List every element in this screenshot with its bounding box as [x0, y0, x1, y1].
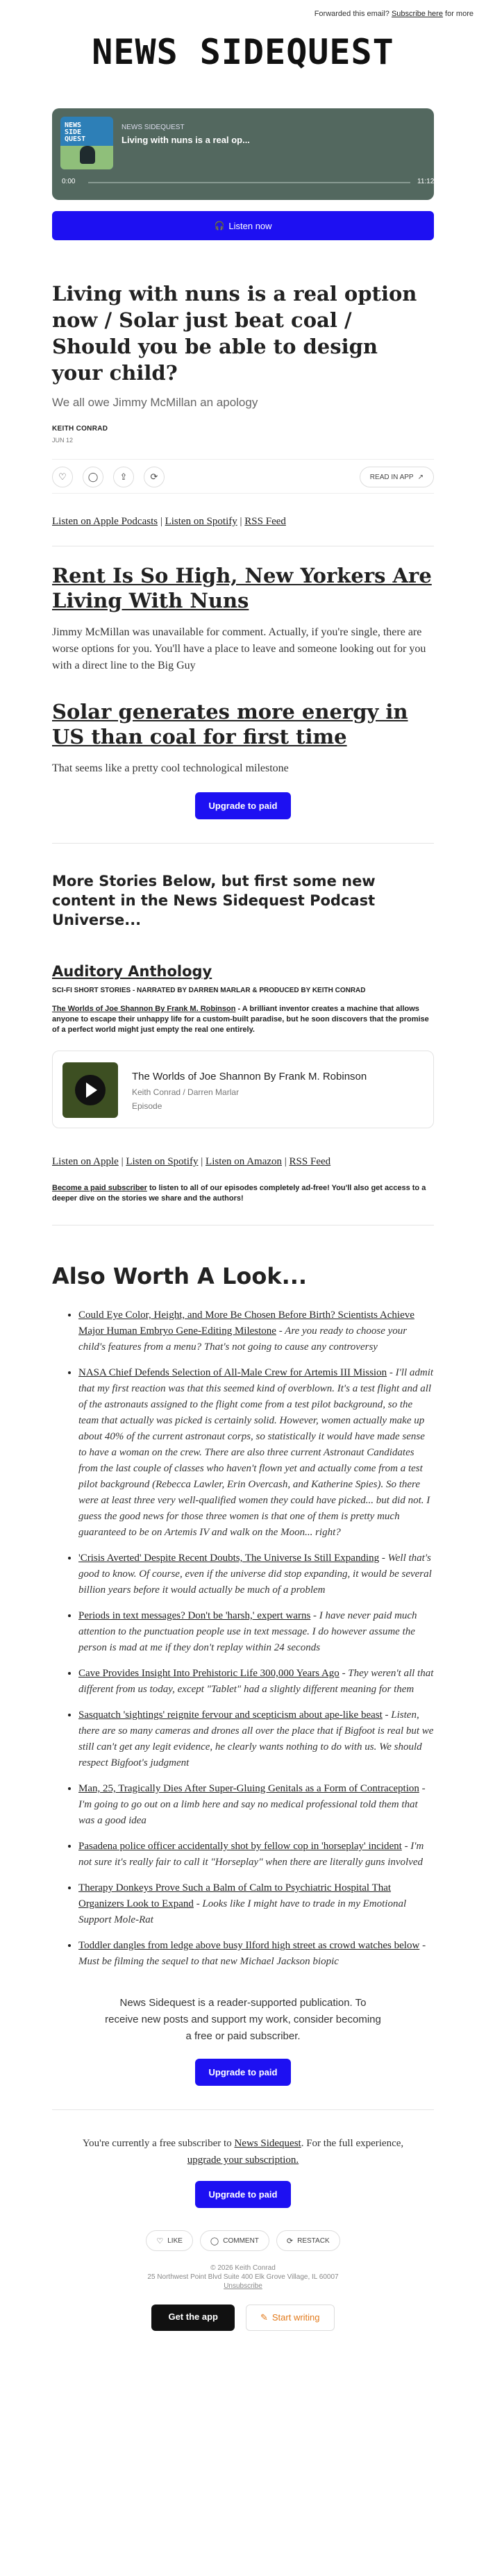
- list-item: [78, 1707, 434, 1771]
- apple-link[interactable]: Listen on Apple: [52, 1156, 119, 1167]
- comment-icon[interactable]: ◯: [83, 467, 103, 487]
- upgrade-button[interactable]: Upgrade to paid: [195, 2181, 292, 2208]
- bottom-spacer: [0, 2331, 486, 2349]
- like-icon[interactable]: ♡: [52, 467, 73, 487]
- start-writing-label: Start writing: [271, 2312, 320, 2323]
- also-worth-heading: Also Worth A Look...: [52, 1263, 308, 1289]
- restack-button[interactable]: [276, 2230, 340, 2251]
- link-separator: |: [198, 1156, 206, 1167]
- list-item: [78, 1880, 434, 1928]
- link-separator: |: [118, 1156, 126, 1167]
- article-note: - Well that's good to know. Of course, even if the universe did stop expanding, it would be several billion years before it would actually be much of a problem: [78, 1553, 432, 1596]
- article-note: - Must be filming the sequel to that new Michael Jackson biopic: [78, 1940, 426, 1967]
- article-link[interactable]: Could Eye Color, Height, and More Be Chosen Before Birth? Scientists Achieve Major Human Embryo Gene-Editing Milestone: [78, 1310, 414, 1337]
- more-stories-heading: More Stories Below, but first some new content in the News Sidequest Podcast Universe...: [52, 873, 376, 928]
- artwork-figure: [80, 146, 95, 164]
- article-note: - I have never paid much attention to the punctuation people use in text message. I do however assume the person is mad at me if they don't replay within 24 seconds: [78, 1610, 417, 1653]
- player-progress-bar[interactable]: [88, 182, 410, 183]
- play-icon[interactable]: [444, 169, 459, 188]
- divider: [52, 843, 434, 844]
- article-link[interactable]: Sasquatch 'sightings' reignite fervour and scepticism about ape-like beast: [78, 1709, 383, 1721]
- anthology-heading[interactable]: Auditory Anthology: [52, 963, 212, 980]
- episode-title: The Worlds of Joe Shannon By Frank M. Robinson: [132, 1071, 367, 1082]
- become-paid-text: to listen to all of our episodes completely ad-free! You'll also get access to a deeper dive on the stories we share and the authors!: [52, 1184, 426, 1203]
- also-worth-list: [78, 1307, 434, 1970]
- like-label: LIKE: [167, 2236, 183, 2245]
- anthology-description: [52, 1004, 434, 1035]
- arrow-up-right-icon: ↗: [417, 473, 424, 481]
- read-in-app-label: READ IN APP: [369, 473, 414, 481]
- divider: [52, 2109, 434, 2110]
- play-icon[interactable]: [86, 1082, 97, 1098]
- artwork-text: NEWS SIDE QUEST: [65, 122, 86, 143]
- footer-app-buttons: [0, 2305, 486, 2331]
- article-link[interactable]: 'Crisis Averted' Despite Recent Doubts, The Universe Is Still Expanding: [78, 1553, 380, 1564]
- anthology-credits: SCI-FI SHORT STORIES - NARRATED BY DARREN MARLAR & PRODUCED BY KEITH CONRAD: [52, 987, 366, 994]
- upgrade-container: [0, 2059, 486, 2086]
- article-note: - I'm not sure it's really fair to call it "Horseplay" when there are literally guns involved: [78, 1841, 424, 1868]
- copyright: © 2026 Keith Conrad: [210, 2264, 276, 2272]
- article-note: - Looks like I might have to trade in my Emotional Support Mole-Rat: [78, 1898, 407, 1925]
- list-item: [78, 1938, 434, 1970]
- subscribe-here-link[interactable]: Subscribe here: [391, 10, 443, 18]
- upgrade-button[interactable]: Upgrade to paid: [195, 792, 292, 819]
- post-date: JUN 12: [52, 437, 74, 444]
- article-link[interactable]: Periods in text messages? Don't be 'harsh,' expert warns: [78, 1610, 311, 1621]
- article-note: - Listen, there are so many cameras and drones all over the place that if Bigfoot is real but we still can't get any legit evidence, he clearly wants nothing to do with us. We should respect Bigfoot's judgment: [78, 1709, 434, 1768]
- article-link[interactable]: NASA Chief Defends Selection of All-Male Crew for Artemis III Mission: [78, 1367, 387, 1378]
- free-mid: . For the full experience,: [301, 2138, 404, 2149]
- list-item: [78, 1365, 434, 1541]
- read-in-app-button[interactable]: [360, 467, 434, 487]
- spotify-link[interactable]: Listen on Spotify: [165, 516, 237, 527]
- episode-kind: Episode: [132, 1101, 162, 1111]
- player-title: Living with nuns is a real op...: [122, 135, 250, 145]
- forward-suffix: for more: [445, 10, 474, 18]
- headphones-icon: 🎧: [214, 221, 225, 231]
- story-title-solar[interactable]: Solar generates more energy in US than coal for first time: [52, 700, 408, 748]
- list-item: [78, 1839, 434, 1871]
- list-item: [78, 1781, 434, 1829]
- heart-icon: ♡: [156, 2236, 164, 2245]
- upgrade-subscription-link[interactable]: upgrade your subscription.: [187, 2155, 299, 2166]
- upgrade-container: [0, 792, 486, 819]
- article-note: - I'm going to go out on a limb here and say no medical professional told them that was a good idea: [78, 1783, 426, 1826]
- player-publication: NEWS SIDEQUEST: [122, 124, 185, 131]
- free-prefix: You're currently a free subscriber to: [82, 2138, 235, 2149]
- forward-notice: [0, 0, 486, 22]
- upgrade-container: [0, 2181, 486, 2208]
- footer-legal: [0, 2264, 486, 2291]
- story-body-solar: That seems like a pretty cool technological milestone: [52, 762, 289, 774]
- episode-card[interactable]: [52, 1051, 434, 1128]
- restack-label: RESTACK: [297, 2236, 330, 2245]
- article-link[interactable]: Therapy Donkeys Prove Such a Balm of Calm to Psychiatric Hospital That Organizers Look to Expand: [78, 1882, 392, 1909]
- become-paid-link[interactable]: Become a paid subscriber: [52, 1184, 147, 1192]
- player-time-start: 0:00: [62, 178, 76, 185]
- publication-link[interactable]: News Sidequest: [234, 2138, 301, 2149]
- episode-authors: Keith Conrad / Darren Marlar: [132, 1087, 240, 1097]
- like-button[interactable]: [146, 2230, 193, 2251]
- link-separator: |: [158, 516, 165, 527]
- article-note: - They weren't all that different from us today, except "Tablet" had a slightly different meaning for them: [78, 1668, 434, 1695]
- unsubscribe-link[interactable]: Unsubscribe: [224, 2282, 262, 2290]
- free-subscriber-note: [69, 2135, 417, 2168]
- article-link[interactable]: Pasadena police officer accidentally shot by fellow cop in 'horseplay' incident: [78, 1841, 402, 1852]
- upgrade-button[interactable]: Upgrade to paid: [195, 2059, 292, 2086]
- masthead[interactable]: [0, 22, 486, 82]
- article-link[interactable]: Cave Provides Insight Into Prehistoric Life 300,000 Years Ago: [78, 1668, 340, 1679]
- story-title-nuns[interactable]: Rent Is So High, New Yorkers Are Living With Nuns: [52, 564, 432, 612]
- address: 25 Northwest Point Blvd Suite 400 Elk Grove Village, IL 60007: [147, 2273, 339, 2281]
- post-subtitle: We all owe Jimmy McMillan an apology: [52, 396, 258, 409]
- article-link[interactable]: Man, 25, Tragically Dies After Super-Gluing Genitals as a Form of Contraception: [78, 1783, 419, 1794]
- audio-player[interactable]: [52, 108, 434, 200]
- episode-artwork: [62, 1062, 118, 1118]
- rss-feed-link[interactable]: RSS Feed: [244, 516, 286, 527]
- post-actions-bar: [52, 459, 434, 494]
- restack-icon: ⟳: [286, 2236, 294, 2245]
- listen-now-label: Listen now: [228, 220, 272, 231]
- get-app-button[interactable]: Get the app: [151, 2305, 235, 2331]
- spotify-link[interactable]: Listen on Spotify: [126, 1156, 199, 1167]
- comment-icon: ◯: [210, 2236, 219, 2245]
- list-item: [78, 1307, 434, 1355]
- list-item: [78, 1608, 434, 1656]
- apple-podcasts-link[interactable]: Listen on Apple Podcasts: [52, 516, 158, 527]
- listen-now-button[interactable]: [52, 211, 434, 240]
- podcast-artwork: [60, 117, 113, 169]
- become-paid-note: [52, 1183, 434, 1204]
- forward-prefix: Forwarded this email?: [314, 10, 389, 18]
- post-title[interactable]: Living with nuns is a real option now / Solar just beat coal / Should you be able to design your child?: [52, 282, 417, 385]
- logo-text[interactable]: NEWS SIDEQUEST: [92, 32, 394, 72]
- support-text: News Sidequest is a reader-supported publication. To receive new posts and support my work, consider becoming a free or paid subscriber.: [105, 1997, 381, 2042]
- footer-actions: [0, 2230, 486, 2251]
- amazon-link[interactable]: Listen on Amazon: [206, 1156, 283, 1167]
- link-separator: |: [237, 516, 245, 527]
- story-body-nuns: Jimmy McMillan was unavailable for comment. Actually, if you're single, there are worse options for you. You'll have a place to leave and someone looking out for you with a direct line to the Big Guy: [52, 626, 426, 671]
- divider: [52, 1225, 434, 1226]
- podcast-links-mid: [52, 1156, 434, 1168]
- comment-label: COMMENT: [223, 2236, 259, 2245]
- article-link[interactable]: Toddler dangles from ledge above busy Ilford high street as crowd watches below: [78, 1940, 420, 1951]
- restack-icon[interactable]: ⟳: [144, 467, 165, 487]
- start-writing-button[interactable]: [246, 2305, 335, 2331]
- pen-icon: ✎: [260, 2312, 268, 2323]
- anthology-story-desc: - A brilliant inventor creates a machine that allows anyone to escape their unhappy life for a custom-built paradise, but he soon discovers that the promise of a perfect world might just empty the real one entirely.: [52, 1005, 429, 1034]
- link-separator: |: [282, 1156, 290, 1167]
- rss-feed-link[interactable]: RSS Feed: [289, 1156, 331, 1167]
- comment-button[interactable]: [200, 2230, 269, 2251]
- share-icon[interactable]: ⇪: [113, 467, 134, 487]
- article-note: - Are you ready to choose your child's features from a menu? That's not going to cause any controversy: [78, 1325, 408, 1353]
- post-author[interactable]: KEITH CONRAD: [52, 425, 108, 433]
- article-note: - I'll admit that my first reaction was that this seemed kind of overblown. It's a test flight and all of the astronauts assigned to the flight come from a test pilot background, so the team that actually was picked is certainly solid. However, women actually make up about 40% of the current astronaut corps, so statistically it would have made sense to have a woman on the crew. There are also three current Astronaut Candidates from the last couple of classes who haven't flown yet and actually come from a test pilot background (Rebecca Lawler, Erin Overcash, and Katherine Spies). So there were at least three very well-qualified women they could have picked... but did not. I guess the good news for those three women is that one of them is pretty much guaranteed to be on Artemis IV and walk on the Moon... right?: [78, 1367, 434, 1538]
- player-time-end: 11:12: [417, 178, 435, 185]
- list-item: [78, 1550, 434, 1598]
- list-item: [78, 1666, 434, 1698]
- podcast-links-top: [52, 516, 434, 528]
- anthology-story-link[interactable]: The Worlds of Joe Shannon By Frank M. Robinson: [52, 1005, 236, 1013]
